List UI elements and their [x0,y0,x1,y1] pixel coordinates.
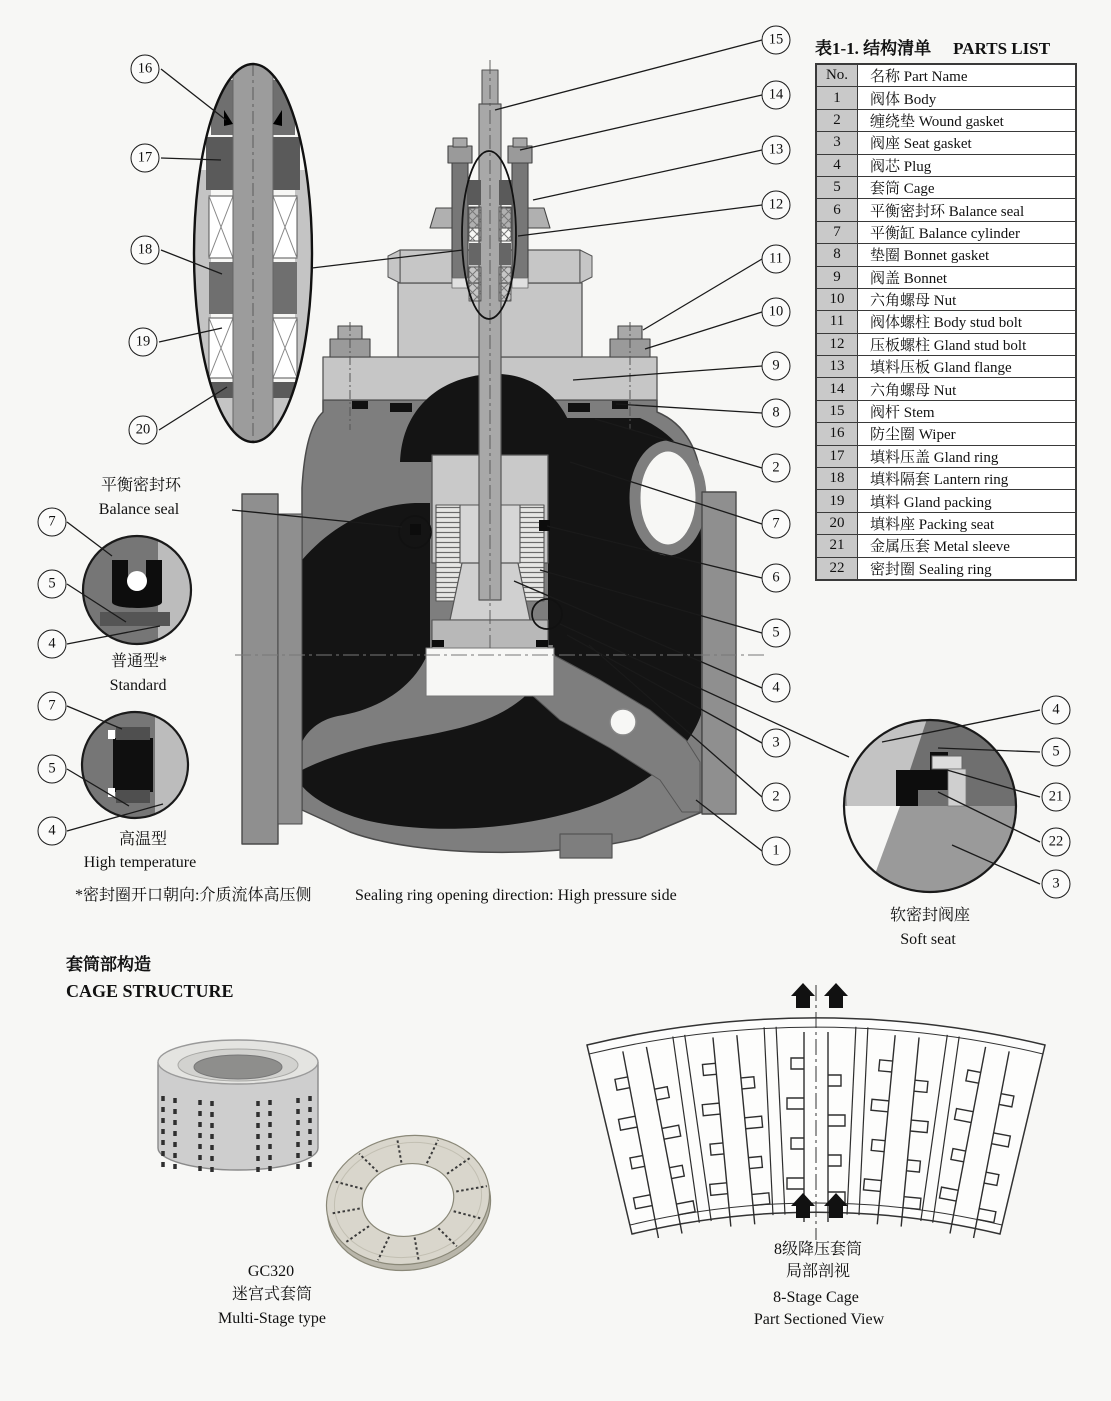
table-row: 19 填料 Gland packing [816,490,1076,512]
inlet-flange [242,494,302,844]
gland-stud-left [452,162,468,282]
table-row: 22 密封圈 Sealing ring [816,557,1076,580]
table-row: 12 压板螺柱 Gland stud bolt [816,333,1076,355]
table-row: 1 阀体 Body [816,87,1076,109]
stage8-label-zh2: 局部剖视 [785,1263,851,1280]
callout-std-4: 4 [38,630,67,659]
seal-note-en: Sealing ring opening direction: High pressure side [355,887,677,904]
stage8-label-en1: 8-Stage Cage [773,1289,859,1306]
stage8-label-en2: Part Sectioned View [753,1311,885,1328]
table-header-row: No. 名称 Part Name [816,64,1076,87]
callout-ss-3: 3 [1042,870,1071,899]
balance-seal-label-en: Balance seal [98,501,180,518]
table-row: 15 阀杆 Stem [816,400,1076,422]
callout-5: 5 [762,619,791,648]
table-row: 2 缠绕垫 Wound gasket [816,109,1076,131]
table-row: 7 平衡缸 Balance cylinder [816,221,1076,243]
balance-seal-right [539,520,550,531]
callout-10: 10 [762,298,791,327]
table-row: 21 金属压套 Metal sleeve [816,535,1076,557]
callout-std-5: 5 [38,570,67,599]
callout-ht-5: 5 [38,755,67,784]
table-row: 4 阀芯 Plug [816,154,1076,176]
outlet-flange [702,492,736,814]
callout-ss-5: 5 [1042,738,1071,767]
callout-ss-22: 22 [1042,828,1071,857]
callout-12: 12 [762,191,791,220]
soft-seat-label-en: Soft seat [900,931,956,948]
standard-label-en: Standard [109,677,167,694]
table-row: 3 阀座 Seat gasket [816,132,1076,154]
table-row: 16 防尘圈 Wiper [816,423,1076,445]
table-row: 11 阀体螺柱 Body stud bolt [816,311,1076,333]
drain-hole [610,709,636,735]
callout-ht-7: 7 [38,692,67,721]
seal-note-zh: *密封圈开口朝向:介质流体高压侧 [75,887,312,904]
soft-seat-label-zh: 软密封阀座 [889,907,971,924]
bottom-boss [560,834,612,858]
high-temp-label-zh: 高温型 [118,831,168,848]
stage8-label-zh1: 8级降压套筒 [773,1241,863,1258]
cage-structure-heading-zh: 套筒部构造 [66,955,151,974]
table-row: 5 套筒 Cage [816,176,1076,198]
table-row: 13 填料压板 Gland flange [816,356,1076,378]
callout-14: 14 [762,81,791,110]
callout-6: 6 [762,564,791,593]
standard-label-zh: 普通型* [110,653,168,670]
callout-20: 20 [129,416,158,445]
balance-seal-label-zh: 平衡密封环 [100,477,182,494]
table-row: 8 垫圈 Bonnet gasket [816,244,1076,266]
callout-15: 15 [762,26,791,55]
table-row: 17 填料压盖 Gland ring [816,445,1076,467]
callout-1: 1 [762,837,791,866]
table-row: 20 填料座 Packing seat [816,512,1076,534]
outlet-passage [635,446,701,550]
callout-8: 8 [762,399,791,428]
high-temp-seal-detail-view [81,711,189,819]
callout-9: 9 [762,352,791,381]
high-temp-label-en: High temperature [83,854,197,871]
table-row: 18 填料隔套 Lantern ring [816,468,1076,490]
callout-3: 3 [762,729,791,758]
gc320-model-label: GC320 [247,1263,295,1280]
gc320-label-zh: 迷宫式套筒 [231,1286,313,1303]
callout-11: 11 [762,245,791,274]
parts-list-table [815,63,1077,581]
callout-19: 19 [129,328,158,357]
callout-std-7: 7 [38,508,67,537]
balance-seal-left [410,524,421,535]
callout-18: 18 [131,236,160,265]
parts-list-title: 表1-1. 结构清单 PARTS LIST [815,39,1051,58]
gc320-label-en: Multi-Stage type [218,1310,326,1327]
callout-4: 4 [762,674,791,703]
callout-13: 13 [762,136,791,165]
stem [479,60,501,648]
callout-7: 7 [762,510,791,539]
callout-ss-4: 4 [1042,696,1071,725]
callout-ss-21: 21 [1042,783,1071,812]
cage-structure-heading-en: CAGE STRUCTURE [66,981,234,1001]
table-row: 6 平衡密封环 Balance seal [816,199,1076,221]
table-row: 14 六角螺母 Nut [816,378,1076,400]
callout-16: 16 [131,55,160,84]
table-row: 9 阀盖 Bonnet [816,266,1076,288]
table-row: 10 六角螺母 Nut [816,288,1076,310]
callout-2a: 2 [762,454,791,483]
callout-2b: 2 [762,783,791,812]
callout-ht-4: 4 [38,817,67,846]
callout-17: 17 [131,144,160,173]
